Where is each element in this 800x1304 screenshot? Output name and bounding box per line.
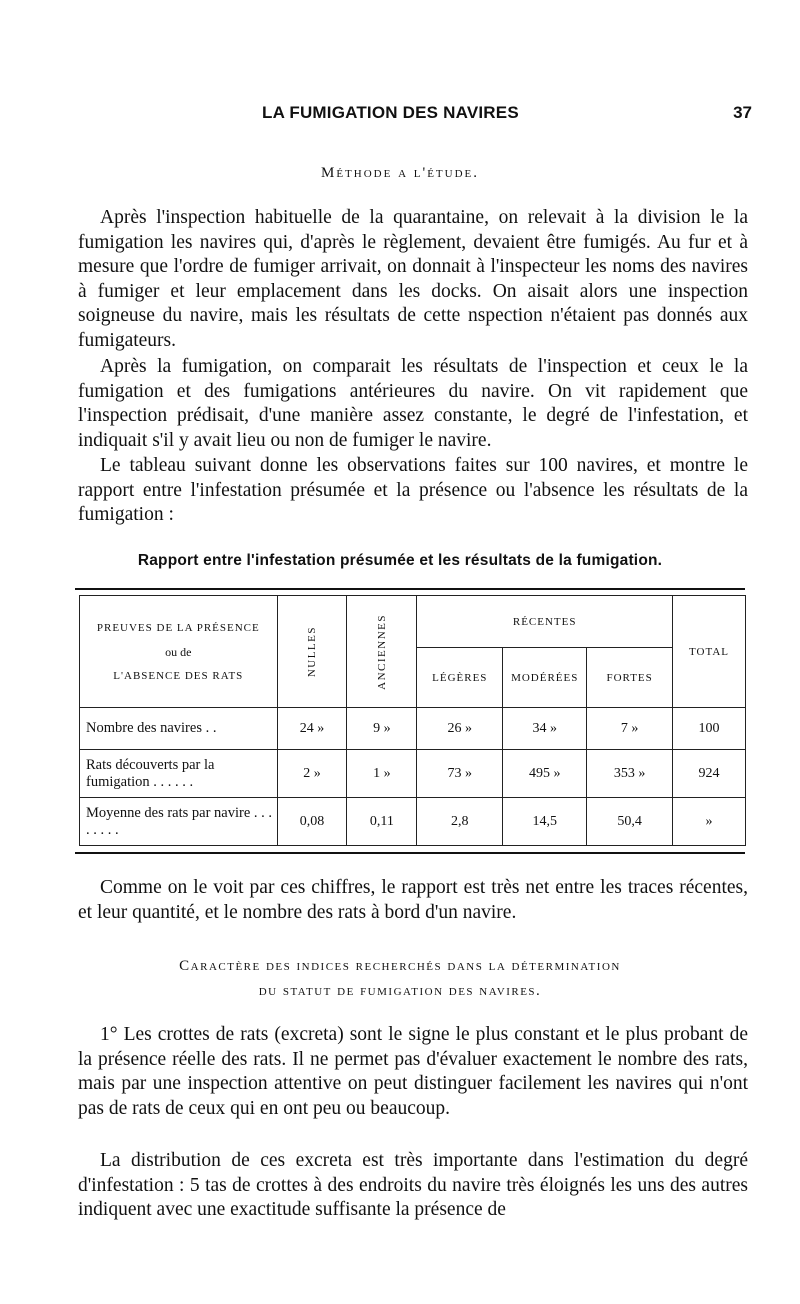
- cell-anciennes: 0,11: [347, 798, 417, 846]
- header-nulles: [277, 596, 347, 708]
- header-preuves-line2: ou de: [165, 644, 192, 659]
- running-title: LA FUMIGATION DES NAVIRES: [262, 103, 519, 122]
- header-nulles-label: NULLES: [306, 625, 319, 678]
- page-number: 37: [733, 103, 752, 122]
- section-heading-caractere-line2: du statut de fumigation des navires.: [258, 983, 542, 999]
- cell-moderees: 14,5: [503, 798, 587, 846]
- cell-fortes: 353 »: [587, 750, 673, 798]
- paragraph-distribution: La distribution de ces excreta est très importante dans l'estimation du degré d'infestation : 5 tas de crottes à des endroits du navire très éloignés les uns des autres indiquent avec une exactitude suffisante la présence de: [78, 1150, 748, 1220]
- table-row: [80, 708, 746, 750]
- header-moderees: MODÉRÉES: [503, 648, 587, 708]
- cell-fortes: 50,4: [587, 798, 673, 846]
- header-preuves-line3: L'ABSENCE DES RATS: [113, 669, 244, 682]
- cell-legeres: 73 »: [417, 750, 503, 798]
- header-anciennes-label: ANCIENNES: [375, 613, 388, 690]
- paragraph-tableau-intro: Le tableau suivant donne les observations faites sur 100 navires, et montre le rapport entre l'infestation présumée et la présence ou l'absence les résultats de la fumigation :: [78, 455, 748, 525]
- cell-legeres: 2,8: [417, 798, 503, 846]
- header-preuves-line1: PREUVES DE LA PRÉSENCE: [96, 621, 260, 634]
- header-total: TOTAL: [673, 596, 746, 708]
- row-label: Nombre des navires . .: [80, 708, 278, 750]
- table-row: [80, 798, 746, 846]
- table-row: [80, 750, 746, 798]
- header-anciennes: [347, 596, 417, 708]
- paragraph-crottes: 1° Les crottes de rats (excreta) sont le signe le plus constant et le plus probant de la présence réelle des rats. Il ne permet pas d'évaluer exactement le nombre des rats, mais par une inspection attentive on peut distinguer facilement les navires qui n'ont pas de rats de ceux qui en ont peu ou beaucoup.: [78, 1024, 748, 1119]
- cell-total: 924: [673, 750, 746, 798]
- data-table: [79, 595, 746, 846]
- row-label: Rats découverts par la fumigation . . . . . .: [80, 750, 278, 798]
- page-header: [0, 103, 800, 127]
- cell-nulles: 0,08: [277, 798, 347, 846]
- cell-anciennes: 1 »: [347, 750, 417, 798]
- cell-total: 100: [673, 708, 746, 750]
- header-recentes: RÉCENTES: [417, 596, 673, 648]
- paragraph-after-table: Comme on le voit par ces chiffres, le rapport est très net entre les traces récentes, et leur quantité, et le nombre des rats à bord d'un navire.: [78, 877, 748, 923]
- header-legeres: LÉGÈRES: [417, 648, 503, 708]
- table-caption: Rapport entre l'infestation présumée et les résultats de la fumigation.: [137, 552, 663, 569]
- cell-fortes: 7 »: [587, 708, 673, 750]
- section-heading-caractere-line1: Caractère des indices recherchés dans la détermination: [179, 958, 621, 974]
- data-table-frame: [75, 588, 745, 854]
- cell-total: »: [673, 798, 746, 846]
- cell-nulles: 24 »: [277, 708, 347, 750]
- cell-anciennes: 9 »: [347, 708, 417, 750]
- cell-moderees: 495 »: [503, 750, 587, 798]
- section-heading-methode: Méthode a l'étude.: [321, 165, 479, 181]
- row-label: Moyenne des rats par navire . . . . . . . .: [80, 798, 278, 846]
- cell-nulles: 2 »: [277, 750, 347, 798]
- paragraph-inspection: Après l'inspection habituelle de la quarantaine, on relevait à la division le la fumigation les navires qui, d'après le règlement, devaient être fumigés. Au fur et à mesure que l'ordre de fumiger arrivait, on donnait à l'inspecteur les noms des navires à fumiger et leur emplacement dans les docks. On aisait alors une inspection soigneuse du navire, mais les résultats de cette nspection n'étaient pas donnés aux fumigateurs.: [78, 207, 748, 351]
- header-fortes: FORTES: [587, 648, 673, 708]
- cell-moderees: 34 »: [503, 708, 587, 750]
- cell-legeres: 26 »: [417, 708, 503, 750]
- paragraph-comparaison: Après la fumigation, on comparait les résultats de l'inspection et ceux le la fumigation et des fumigations antérieures du navire. On vit rapidement que l'inspection prédisait, d'une manière assez constante, le degré de l'infestation, et indiquait s'il y avait lieu ou non de fumiger le navire.: [78, 356, 748, 451]
- header-preuves: [80, 596, 278, 708]
